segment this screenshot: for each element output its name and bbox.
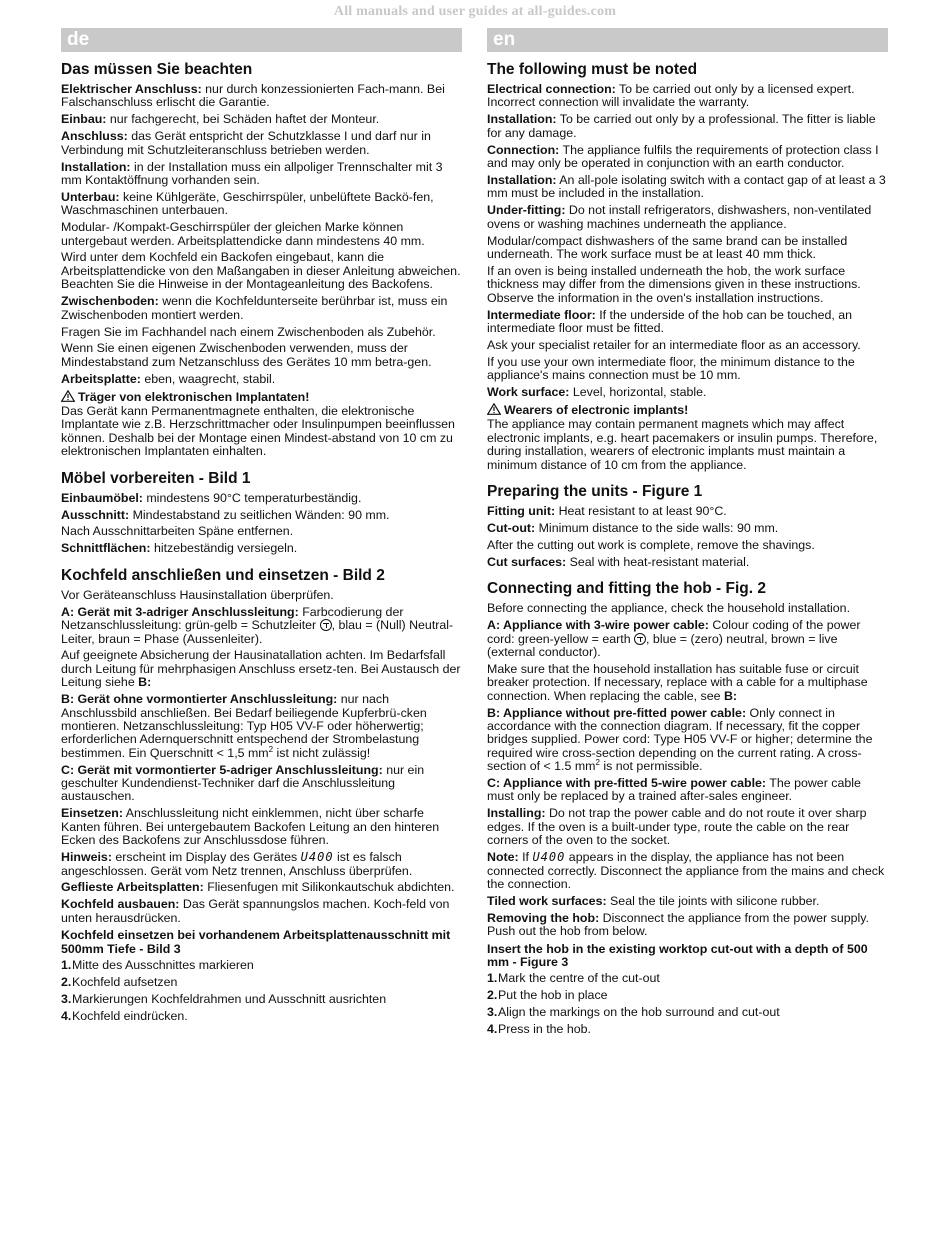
- subsection-title-de: Kochfeld einsetzen bei vorhandenem Arbeitsplattenausschnitt mit 500mm Tiefe - Bild 3: [61, 928, 451, 956]
- subsection-title-en: Insert the hob in the existing worktop cut-out with a depth of 500 mm - Figure 3: [487, 941, 868, 969]
- paragraph: Vor Geräteanschluss Hausinstallation überprüfen.: [61, 587, 334, 602]
- paragraph: Arbeitsplatte: eben, waagrecht, stabil.: [61, 371, 276, 386]
- warning-triangle-icon: [487, 403, 501, 415]
- paragraph: Installation: To be carried out only by a professional. The fitter is liable for any damage.: [487, 112, 876, 140]
- paragraph: Under-fitting: Do not install refrigerators, dishwashers, non-ventilated ovens or washing machines underneath the appliance.: [487, 203, 872, 231]
- paragraph: Auf geeignete Absicherung der Hausinatallation achten. Im Bedarfsfall durch Leitung für mehrphasigen Anschluss ersetz-ten. Bei Austausch der Leitung siehe B:: [61, 648, 461, 690]
- paragraph: A: Gerät mit 3-adriger Anschlussleitung: Farbcodierung der Netzanschlussleitung: grün-gelb = Schutzleiter , blau = (Null) Neutral-Leiter, braun = Phase (Aussenleiter).: [61, 604, 454, 646]
- paragraph: Schnittflächen: hitzebeständig versiegeln.: [61, 541, 298, 556]
- paragraph: Hinweis: erscheint im Display des Gerätes U400 ist es falsch angeschlossen. Gerät vom Netz trennen, Anschluss überprüfen.: [61, 850, 413, 878]
- paragraph: Elektrischer Anschluss: nur durch konzessionierten Fach-mann. Bei Falschanschluss erlischt die Garantie.: [61, 82, 445, 110]
- section-title-connect-de: Kochfeld anschließen und einsetzen - Bild 2: [61, 566, 385, 584]
- paragraph: Fragen Sie im Fachhandel nach einem Zwischenboden als Zubehör.: [61, 324, 436, 339]
- paragraph: Einbaumöbel: mindestens 90°C temperaturbeständig.: [61, 490, 362, 505]
- section-title-notes-de: Das müssen Sie beachten: [61, 61, 253, 78]
- paragraph: B: Gerät ohne vormontierter Anschlussleitung: nur nach Anschlussbild anschließen. Bei Bedarf beiliegende Kupferbrü-cken montieren. Netzanschlussleitung: Typ H05 VV-F oder höherwertig; erforderlichen Adernquerschnitt entspechend der Strombelastung bestimmen. Ein Querschnitt < 1,5 $mm^2$ ist nicht zulässig!: [61, 692, 427, 760]
- language-header-en: en: [487, 28, 888, 52]
- paragraph: Installation: An all-pole isolating switch with a contact gap of at least a 3 mm must be included in the installation.: [487, 172, 886, 201]
- paragraph: Removing the hob: Disconnect the appliance from the power supply. Push out the hob from below.: [487, 910, 869, 939]
- paragraph: Kochfeld ausbauen: Das Gerät spannungslos machen. Koch-feld von unten herausdrücken.: [61, 897, 450, 925]
- list-item: 1.Mitte des Ausschnittes markieren: [61, 957, 254, 972]
- list-item: 3.Align the markings on the hob surround and cut-out: [487, 1005, 780, 1020]
- paragraph: Zwischenboden: wenn die Kochfeldunterseite berührbar ist, muss ein Zwischenboden montiert werden.: [61, 294, 448, 322]
- warning-text: The appliance may contain permanent magnets which may affect electronic implants, e.g. heart pacemakers or insulin pumps. Therefore, during installation, wearers of electronic implants must maintain a minimum distance of 10 cm from the appliance.: [487, 417, 878, 472]
- section-title-notes-en: The following must be noted: [487, 61, 698, 78]
- paragraph: Nach Ausschnittarbeiten Späne entfernen.: [61, 524, 294, 539]
- paragraph: Electrical connection: To be carried out only by a licensed expert. Incorrect connection will invalidate the warranty.: [487, 82, 855, 110]
- paragraph: Before connecting the appliance, check the household installation.: [487, 601, 851, 616]
- list-item: 2.Put the hob in place: [487, 988, 608, 1003]
- paragraph: Unterbau: keine Kühlgeräte, Geschirrspüler, unbelüftete Backö-fen, Waschmaschinen unterbauen.: [61, 189, 434, 218]
- paragraph: Wenn Sie einen eigenen Zwischenboden verwenden, muss der Mindestabstand zum Netzanschluss des Gerätes 10 mm betra-gen.: [61, 341, 432, 369]
- paragraph: Ausschnitt: Mindestabstand zu seitlichen Wänden: 90 mm.: [61, 507, 390, 522]
- paragraph: Einbau: nur fachgerecht, bei Schäden haftet der Monteur.: [61, 112, 380, 127]
- paragraph: Tiled work surfaces: Seal the tile joints with silicone rubber.: [487, 893, 820, 908]
- section-title-connect-en: Connecting and fitting the hob - Fig. 2: [487, 580, 766, 598]
- language-header-de: de: [61, 28, 462, 52]
- paragraph: C: Appliance with pre-fitted 5-wire power cable: The power cable must only be replaced by a trained after-sales engineer.: [487, 776, 861, 804]
- paragraph: If an oven is being installed underneath the hob, the work surface thickness may differ from the dimensions given in these instructions. Observe the information in the oven's installation instructions.: [487, 263, 861, 305]
- earth-symbol-icon: [634, 633, 646, 645]
- paragraph: Installation: in der Installation muss ein allpoliger Trennschalter mit 3 mm Kontaktöffnung vorhanden sein.: [61, 159, 443, 187]
- warning-triangle-icon: [61, 390, 75, 402]
- paragraph: Einsetzen: Anschlussleitung nicht einklemmen, nicht über scharfe Kanten führen. Bei untergebautem Backofen Leitung an den hinteren Ecken des Backofens zur Anschlussdose führen.: [61, 806, 440, 848]
- paragraph: Intermediate floor: If the underside of the hob can be touched, an intermediate floor must be fitted.: [487, 307, 853, 335]
- list-item: 4.Kochfeld eindrücken.: [61, 1008, 188, 1023]
- paragraph: Ask your specialist retailer for an intermediate floor as an accessory.: [487, 337, 861, 352]
- watermark: All manuals and user guides at all-guides.com: [333, 4, 617, 19]
- list-item: 2.Kochfeld aufsetzen: [61, 974, 178, 989]
- list-item: 1.Mark the centre of the cut-out: [487, 971, 660, 986]
- paragraph: Installing: Do not trap the power cable and do not route it over sharp edges. If the oven is a built-under type, route the cable on the rear corners of the oven to the socket.: [487, 806, 867, 848]
- paragraph: Fitting unit: Heat resistant to at least 90°C.: [487, 504, 727, 519]
- warning-heading: Träger von elektronischen Implantaten!: [61, 390, 462, 404]
- paragraph: Wird unter dem Kochfeld ein Backofen eingebaut, kann die Arbeitsplattendicke von den Maßangaben in dieser Anleitung abweichen. Beachten Sie die Hinweise in der Montageanleitung des Backofens.: [61, 250, 461, 292]
- paragraph: Modular- /Kompakt-Geschirrspüler der gleichen Marke können untergebaut werden. Arbeitsplattendicke dann mindestens 40 mm.: [61, 220, 425, 248]
- display-code: U400: [532, 850, 566, 865]
- paragraph: Cut-out: Minimum distance to the side walls: 90 mm.: [487, 520, 779, 535]
- earth-symbol-icon: [320, 619, 332, 631]
- section-title-prepare-en: Preparing the units - Figure 1: [487, 483, 703, 501]
- paragraph: Anschluss: das Gerät entspricht der Schutzklasse I und darf nur in Verbindung mit Schutzleiteranschluss betrieben werden.: [61, 129, 431, 157]
- steps-list-de: [61, 959, 462, 1023]
- paragraph: A: Appliance with 3-wire power cable: Colour coding of the power cord: green-yellow = earth , blue = (zero) neutral, brown = live (external conductor).: [487, 618, 861, 659]
- column-en: [487, 28, 888, 1040]
- warning-text: Das Gerät kann Permanentmagnete enthalten, die elektronische Implantate wie z.B. Herzschrittmacher oder Insulinpumpen beeinflussen können. Deshalb bei der Montage einen Mindest-abstand von 10 cm zu elektronischen Implantaten einhalten.: [61, 404, 455, 459]
- paragraph: Work surface: Level, horizontal, stable.: [487, 385, 707, 400]
- paragraph: If you use your own intermediate floor, the minimum distance to the appliance's mains connection must be 10 mm.: [487, 354, 855, 383]
- list-item: 4.Press in the hob.: [487, 1022, 591, 1037]
- paragraph: Cut surfaces: Seal with heat-resistant material.: [487, 554, 750, 569]
- paragraph: B: Appliance without pre-fitted power cable: Only connect in accordance with the connection diagram. If necessary, fit the copper bridges supplied. Power cord: Type H05 VV-F or higher; determine the required wire cross-section depending on the current rating. A cross-section of < 1.5 $mm^2$ is not permissible.: [487, 705, 873, 774]
- display-code: U400: [300, 850, 334, 865]
- list-item: 3.Markierungen Kochfeldrahmen und Ausschnitt ausrichten: [61, 991, 387, 1006]
- warning-heading: Wearers of electronic implants!: [487, 403, 888, 417]
- column-de: [61, 28, 462, 1027]
- paragraph: C: Gerät mit vormontierter 5-adriger Anschlussleitung: nur ein geschulter Kundendienst-Techniker darf die Anschlussleitung austauschen.: [61, 762, 425, 804]
- steps-list-en: [487, 972, 888, 1036]
- paragraph: Modular/compact dishwashers of the same brand can be installed underneath. The work surface must be at least 40 mm thick.: [487, 233, 848, 261]
- paragraph: Make sure that the household installation has suitable fuse or circuit breaker protection. If necessary, replace with a cable for a multiphase connection. When replacing the cable, see B:: [487, 661, 868, 703]
- section-title-prepare-de: Möbel vorbereiten - Bild 1: [61, 469, 251, 487]
- paragraph: Connection: The appliance fulfils the requirements of protection class I and may only be operated in conjunction with an earth conductor.: [487, 142, 879, 171]
- paragraph: Geflieste Arbeitsplatten: Fliesenfugen mit Silikonkautschuk abdichten.: [61, 880, 455, 895]
- paragraph: After the cutting out work is complete, remove the shavings.: [487, 537, 815, 552]
- paragraph: Note: If U400 appears in the display, the appliance has not been connected correctly. Disconnect the appliance from the mains and check the connection.: [487, 850, 885, 891]
